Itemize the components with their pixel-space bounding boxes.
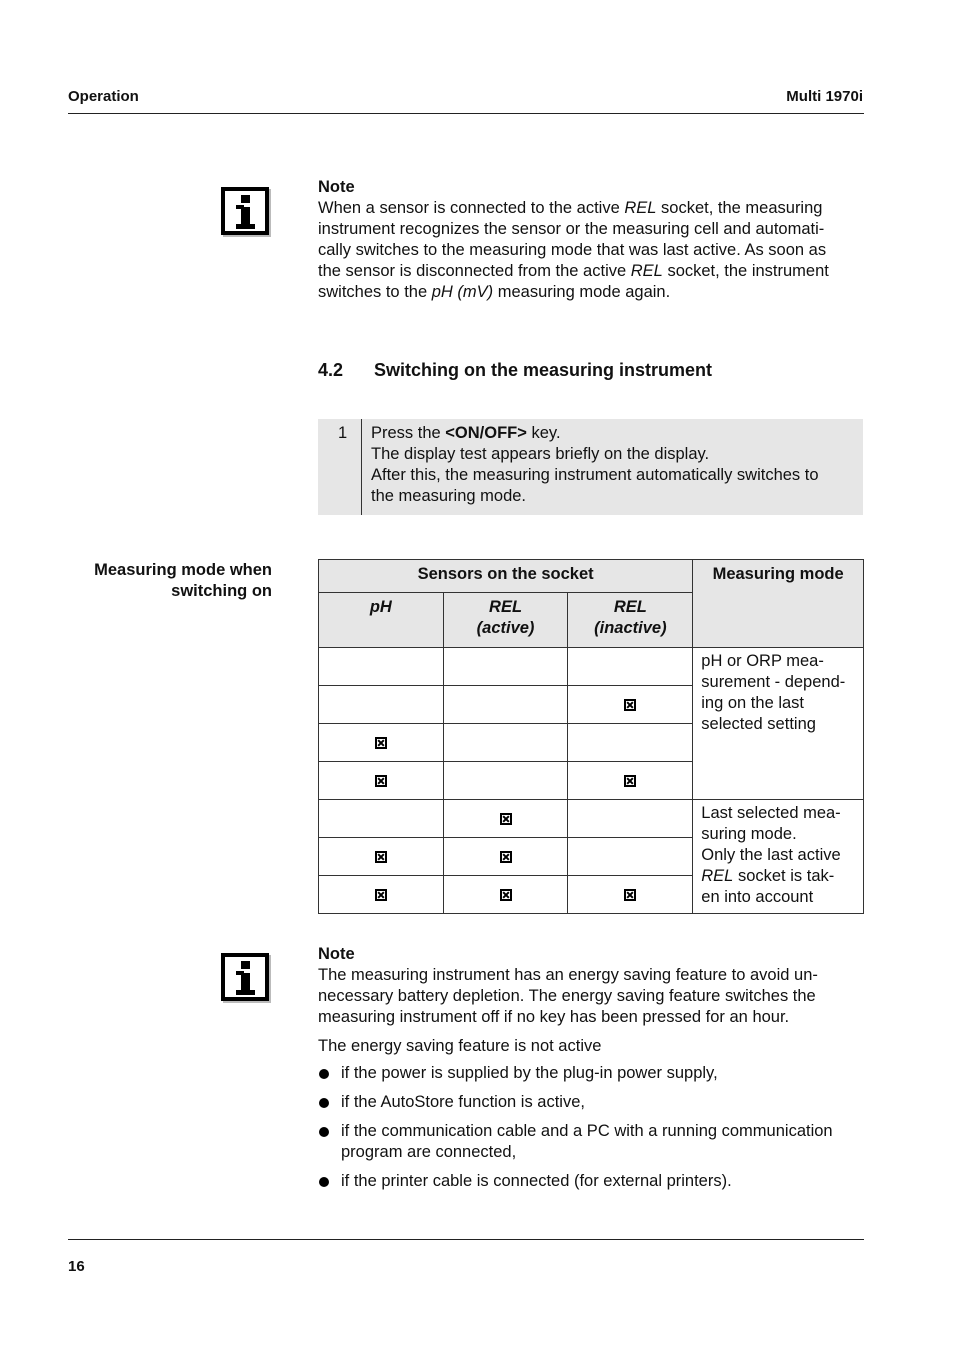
- bullet-icon: [319, 1177, 329, 1187]
- side-label-line-1: Measuring mode when: [94, 561, 272, 579]
- table-cell-ph: [319, 648, 444, 686]
- note-1: [318, 177, 864, 303]
- note-1-line-2: instrument recognizes the sensor or the measuring cell and automati-: [318, 220, 825, 238]
- table-cell-ph: [319, 762, 444, 800]
- checked-box-icon: [375, 851, 387, 863]
- table-cell-rel-active: [443, 648, 568, 686]
- checked-box-icon: [375, 737, 387, 749]
- table-col-ph: pH: [319, 593, 444, 648]
- footer-rule: [68, 1239, 864, 1240]
- header-rule: [68, 113, 864, 114]
- checked-box-icon: [624, 775, 636, 787]
- note-1-line-4: the sensor is disconnected from the active REL socket, the instrument: [318, 262, 829, 280]
- table-cell-rel-inactive: [568, 800, 693, 838]
- checked-box-icon: [624, 889, 636, 901]
- table-cell-ph: [319, 724, 444, 762]
- section-number: 4.2: [318, 360, 344, 380]
- table-cell-ph: [319, 800, 444, 838]
- table-row: [319, 648, 864, 686]
- list-item: if the communication cable and a PC with a running communication program are connected,: [318, 1121, 863, 1163]
- table-cell-ph: [319, 838, 444, 876]
- step-line-1: Press the <ON/OFF> key.: [371, 424, 561, 442]
- table-cell-rel-active: [443, 838, 568, 876]
- note-2-intro: The energy saving feature is not active: [318, 1037, 602, 1055]
- checked-box-icon: [500, 889, 512, 901]
- table-cell-rel-inactive: [568, 876, 693, 914]
- info-icon: [221, 953, 269, 1001]
- step-line-2: The display test appears briefly on the display.: [371, 445, 710, 463]
- bullet-icon: [319, 1069, 329, 1079]
- checked-box-icon: [375, 775, 387, 787]
- step-text: [371, 423, 856, 507]
- step-line-4: the measuring mode.: [371, 487, 527, 505]
- table-col-rel-active: REL (active): [443, 593, 568, 648]
- table-cell-rel-inactive: [568, 762, 693, 800]
- note-2-line-3: measuring instrument off if no key has been pressed for an hour.: [318, 1008, 790, 1026]
- bullet-icon: [319, 1127, 329, 1137]
- table-cell-rel-inactive: [568, 838, 693, 876]
- measuring-mode-table: [318, 559, 864, 914]
- table-header-mode: Measuring mode: [693, 560, 864, 648]
- step-line-3: After this, the measuring instrument automatically switches to: [371, 466, 819, 484]
- table-cell-rel-active: [443, 686, 568, 724]
- step-box: [318, 419, 863, 515]
- page-number: 16: [68, 1258, 85, 1275]
- note-1-title: Note: [318, 178, 355, 196]
- table-mode-group-2: Last selected mea- suring mode. Only the last active REL socket is tak- en into account: [693, 800, 864, 914]
- note-2-line-1: The measuring instrument has an energy saving feature to avoid un-: [318, 966, 818, 984]
- table-cell-ph: [319, 876, 444, 914]
- section-title: Switching on the measuring instrument: [374, 360, 713, 380]
- table-row: [319, 800, 864, 838]
- side-label: [52, 560, 272, 602]
- checked-box-icon: [624, 699, 636, 711]
- table-cell-rel-inactive: [568, 686, 693, 724]
- checked-box-icon: [375, 889, 387, 901]
- table-cell-rel-active: [443, 800, 568, 838]
- note-1-line-5: switches to the pH (mV) measuring mode again.: [318, 283, 671, 301]
- table-cell-rel-active: [443, 724, 568, 762]
- step-divider: [361, 419, 362, 515]
- checked-box-icon: [500, 851, 512, 863]
- list-item: if the printer cable is connected (for external printers).: [318, 1171, 863, 1192]
- header-section-title: Operation: [68, 88, 139, 105]
- table-cell-rel-inactive: [568, 724, 693, 762]
- side-label-line-2: switching on: [171, 582, 272, 600]
- bullet-icon: [319, 1098, 329, 1108]
- table-cell-rel-inactive: [568, 648, 693, 686]
- table-cell-rel-active: [443, 762, 568, 800]
- checked-box-icon: [500, 813, 512, 825]
- note-2-line-2: necessary battery depletion. The energy saving feature switches the: [318, 987, 816, 1005]
- note-1-line-1: When a sensor is connected to the active REL socket, the measuring: [318, 199, 823, 217]
- list-item: if the power is supplied by the plug-in power supply,: [318, 1063, 863, 1084]
- table-header-sensors: Sensors on the socket: [319, 560, 693, 593]
- table-cell-rel-active: [443, 876, 568, 914]
- table-mode-group-1: pH or ORP mea- surement - depend- ing on the last selected setting: [693, 648, 864, 800]
- header-product-name: Multi 1970i: [786, 88, 863, 105]
- info-icon: [221, 187, 269, 235]
- note-1-line-3: cally switches to the measuring mode that was last active. As soon as: [318, 241, 827, 259]
- bullet-list: [318, 1063, 863, 1200]
- list-item: if the AutoStore function is active,: [318, 1092, 863, 1113]
- table-col-rel-inactive: REL (inactive): [568, 593, 693, 648]
- note-2: [318, 944, 864, 1057]
- note-2-title: Note: [318, 945, 355, 963]
- table-cell-ph: [319, 686, 444, 724]
- step-number: 1: [338, 424, 348, 442]
